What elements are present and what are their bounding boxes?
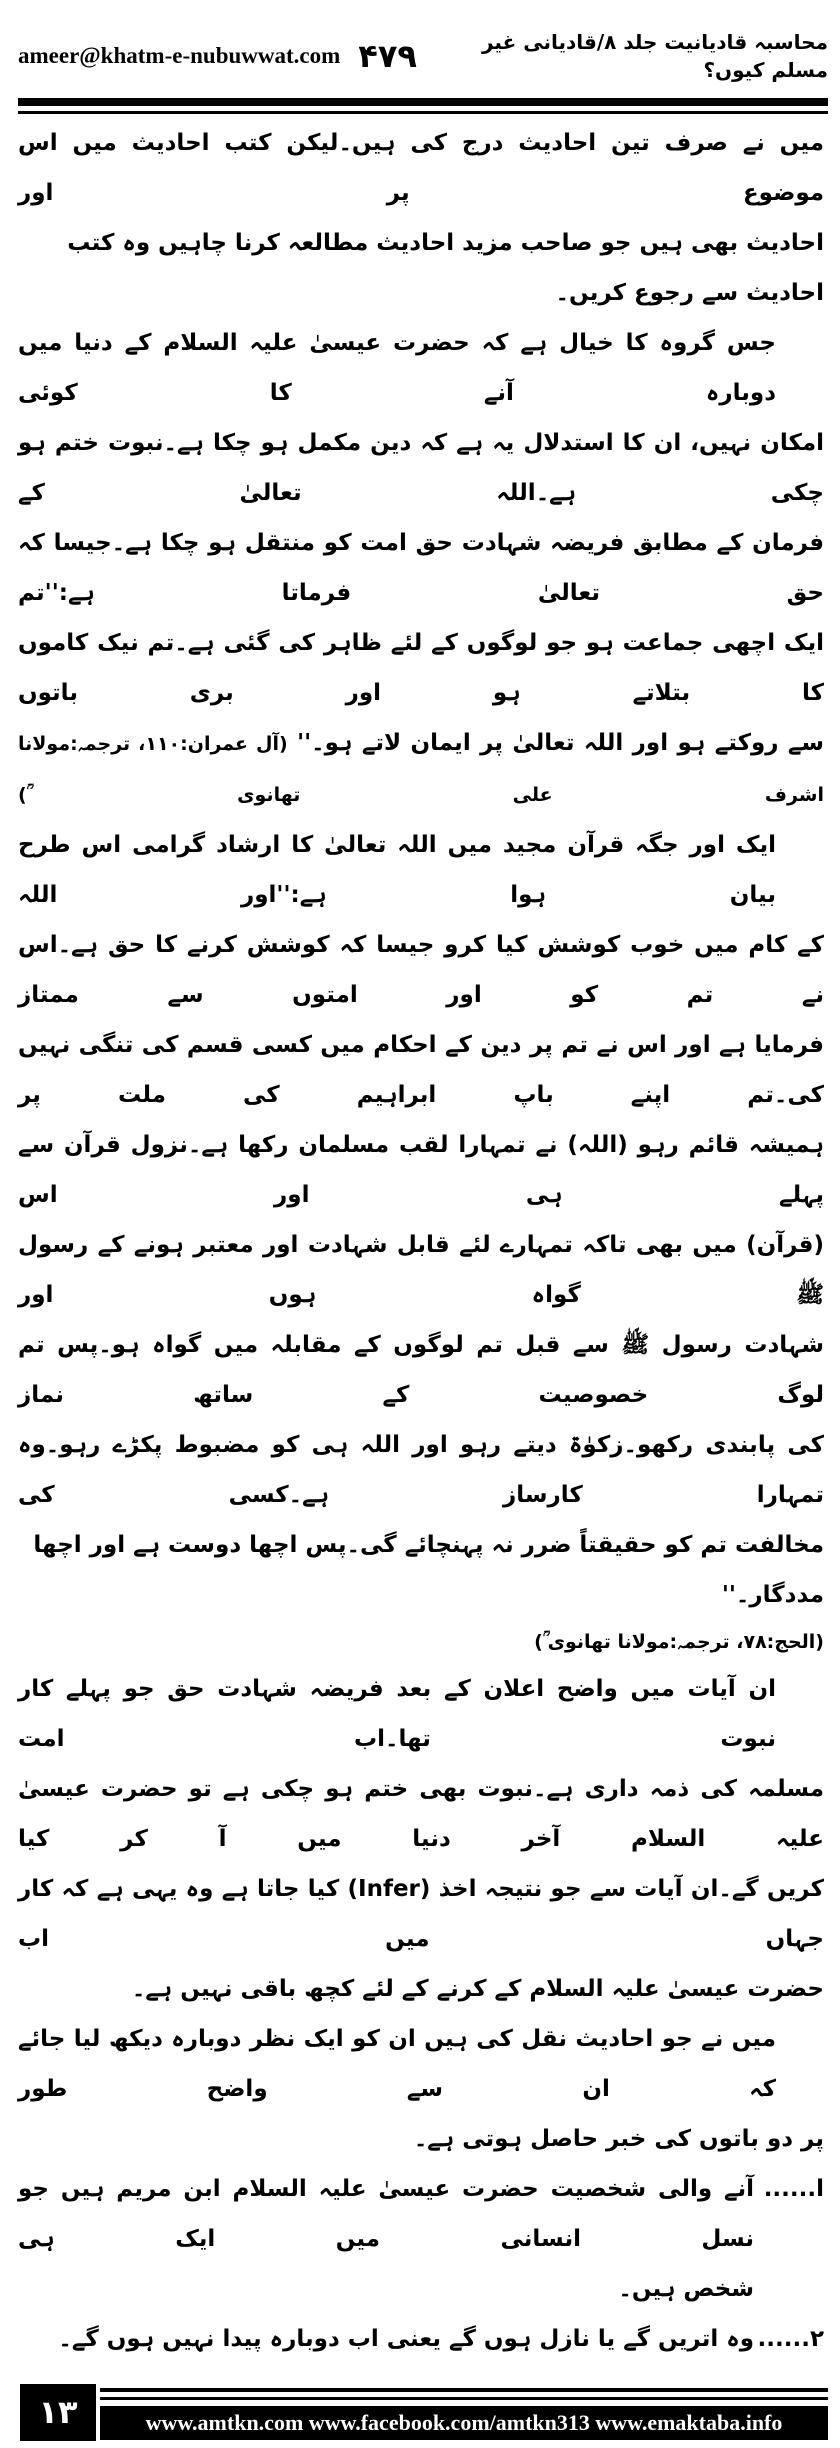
text-line: ایک اور جگہ قرآن مجید میں اللہ تعالیٰ کا ارشاد گرامی اس طرح بیان ہوا ہے:''اور اللہ [18,832,776,908]
footer-rule [100,2397,828,2400]
text-line: ان آیات میں واضح اعلان کے بعد فریضہ شہادت حق جو پہلے کار نبوت تھا۔اب امت [18,1676,776,1752]
header-email: ameer@khatm-e-nubuwwat.com [18,43,341,68]
text-line: کے کام میں خوب کوشش کیا کرو جیسا کہ کوشش کرنے کا حق ہے۔اس نے تم کو اور امتوں سے ممتاز [18,932,824,1008]
text-line: ایک اچھی جماعت ہو جو لوگوں کے لئے ظاہر کی گئی ہے۔تم نیک کاموں کا بتلاتے ہو اور بری باتوں [18,630,824,706]
header-rule-thin [18,111,828,114]
text-line: مسلمہ کی ذمہ داری ہے۔نبوت بھی ختم ہو چکی ہے تو حضرت عیسیٰ علیہ السلام آخر دنیا میں آ کر کیا [18,1776,824,1852]
footer-rule [100,2388,828,2392]
text-line: فرمان کے مطابق فریضہ شہادت حق امت کو منتقل ہو چکا ہے۔جیسا کہ حق تعالیٰ فرماتا ہے:''تم [18,530,824,606]
list-item-continuation [18,2264,824,2314]
text-line: کریں گے۔ان آیات سے جو نتیجہ اخذ (Infer) کیا جاتا ہے وہ یہی ہے کہ کار جہاں میں اب [18,1876,824,1952]
text-line: امکان نہیں، ان کا استدلال یہ ہے کہ دین مکمل ہو چکا ہے۔نبوت ختم ہو چکی ہے۔اللہ تعالیٰ کے [18,430,824,506]
list-item-number: ا...... [763,2176,824,2202]
page-footer [18,2384,828,2444]
text-line: جس گروہ کا خیال ہے کہ حضرت عیسیٰ علیہ السلام کے دنیا میں دوبارہ آنے کا کوئی [18,330,776,406]
text-line: ہمیشہ قائم رہو (اللہ) نے تمہارا لقب مسلمان رکھا ہے۔نزول قرآن سے پہلے ہی اور اس [18,1132,824,1208]
header-page-number: ۴۷۹ [358,37,417,75]
text-line: شہادت رسول ﷺ سے قبل تم لوگوں کے مقابلہ میں گواہ ہو۔پس تم لوگ خصوصیت کے ساتھ نماز [18,1332,824,1408]
text-line: احادیث بھی ہیں جو صاحب مزید احادیث مطالعہ کرنا چاہیں وہ کتب احادیث سے رجوع کریں۔ [67,230,824,306]
quran-citation: (آل عمران:۱۱۰، ترجمہ:مولانا اشرف علی تھانوی ؒ) [18,733,824,806]
text-line: کی پابندی رکھو۔زکوٰۃ دیتے رہو اور اللہ ہی کو مضبوط پکڑے رہو۔وہ تمہارا کارساز ہے۔کسی کی [18,1432,824,1508]
quran-citation: (الحج:۷۸، ترجمہ:مولانا تھانوی ؒ) [534,1631,824,1653]
text-line-with-citation [18,718,824,820]
list-item-text: وہ اتریں گے یا نازل ہوں گے یعنی اب دوبارہ پیدا نہیں ہوں گے۔ [58,2326,754,2352]
list-item-spacer [754,2264,824,2314]
header-rule-thick [18,98,828,106]
list-item [18,2164,824,2264]
text-line: مخالفت تم کو حقیقتاً ضرر نہ پہنچائے گی۔پس اچھا دوست ہے اور اچھا مددگار۔'' [33,1532,824,1608]
page-header [18,28,828,84]
text-line: فرمایا ہے اور اس نے تم پر دین کے احکام میں کسی قسم کی تنگی نہیں کی۔تم اپنے باپ ابراہیم کی ملت پر [18,1032,824,1108]
list-item-text: آنے والی شخصیت حضرت عیسیٰ علیہ السلام ابن مریم ہیں جو نسل انسانی میں ایک ہی [18,2176,754,2252]
text-line: پر دو باتوں کی خبر حاصل ہوتی ہے۔ [413,2126,824,2152]
list-item [18,2314,824,2364]
text-line: سے روکتے ہو اور اللہ تعالیٰ پر ایمان لاتے ہو۔'' [297,730,824,756]
footer-page-number: ۱۳ [20,2384,96,2441]
footer-links: www.amtkn.com www.facebook.com/amtkn313 www.emaktaba.info [100,2406,828,2440]
page-body [18,118,828,2364]
list-item-number: ۲...... [757,2326,824,2352]
text-line: حضرت عیسیٰ علیہ السلام کے کرنے کے لئے کچھ باقی نہیں ہے۔ [131,1976,824,2002]
list-item-text: شخص ہیں۔ [618,2276,754,2302]
header-book-title: محاسبہ قادیانیت جلد ۸/قادیانی غیر مسلم کیوں؟ [481,30,828,82]
text-line: میں نے صرف تین احادیث درج کی ہیں۔لیکن کتب احادیث میں اس موضوع پر اور [18,130,824,206]
text-line: میں نے جو احادیث نقل کی ہیں ان کو ایک نظر دوبارہ دیکھ لیا جائے کہ ان سے واضح طور [18,2026,776,2102]
text-line: (قرآن) میں بھی تاکہ تمہارے لئے قابل شہادت اور معتبر ہونے کے رسول ﷺ گواہ ہوں اور [18,1232,824,1308]
